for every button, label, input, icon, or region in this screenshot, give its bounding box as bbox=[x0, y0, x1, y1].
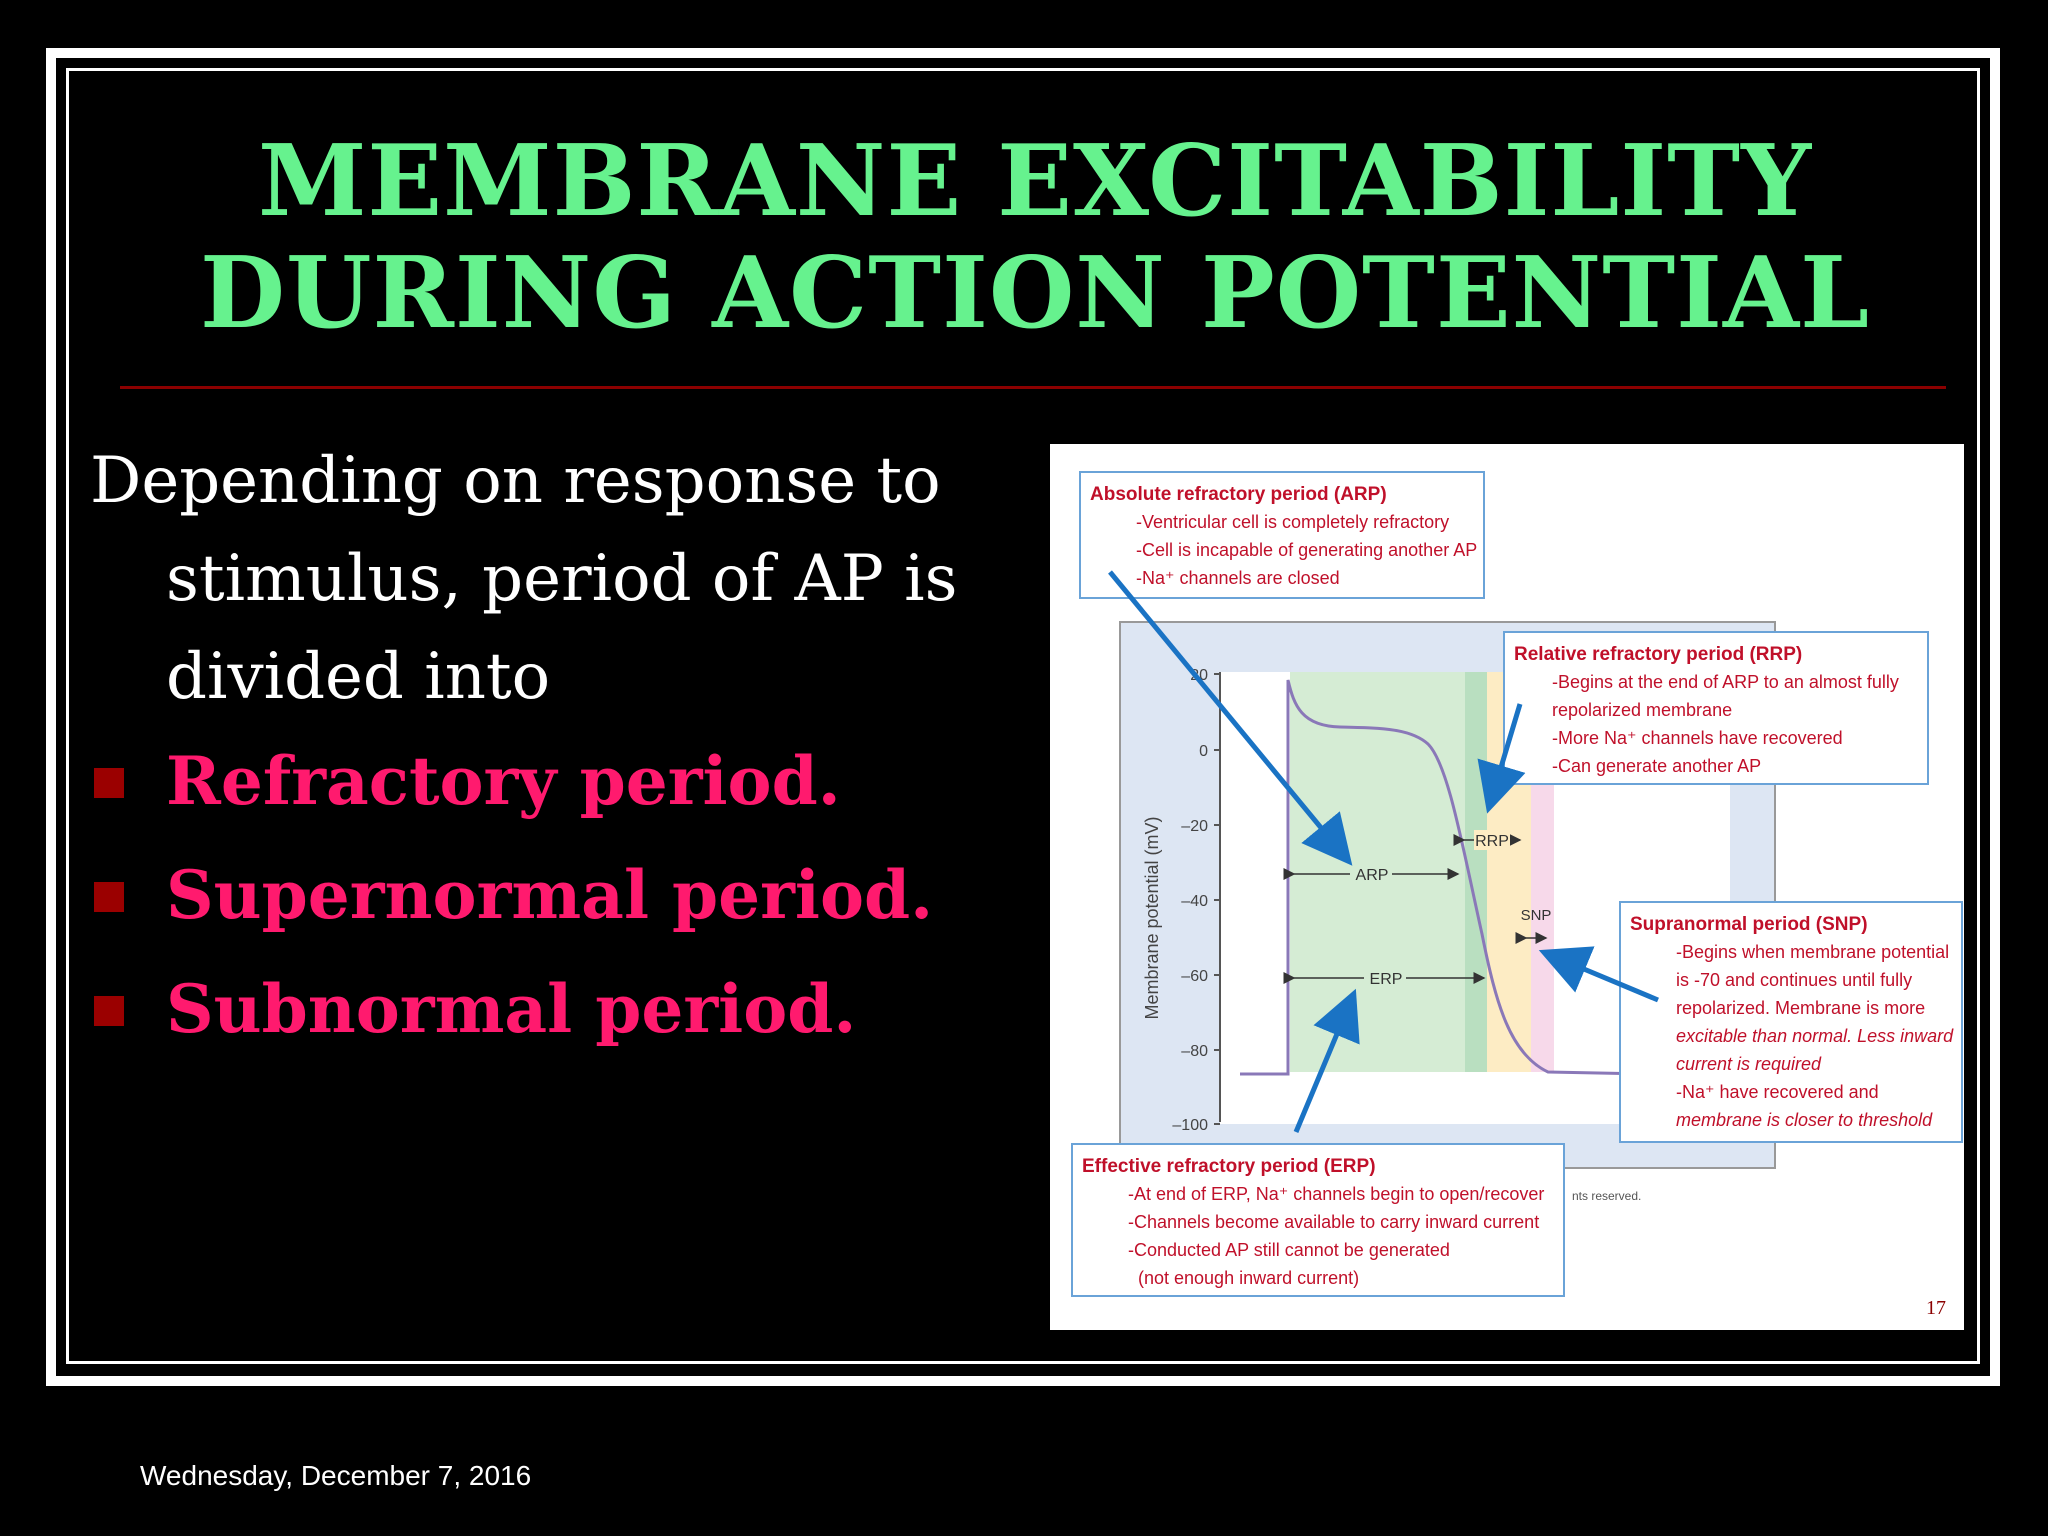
footer-date: Wednesday, December 7, 2016 bbox=[140, 1460, 532, 1491]
arp-label: ARP bbox=[1355, 867, 1389, 884]
y-tick-label: –40 bbox=[1181, 893, 1208, 910]
intro-text: Depending on response to stimulus, period of AP is divided into bbox=[90, 444, 958, 714]
arp-box-line: -Ventricular cell is completely refractory bbox=[1136, 512, 1450, 532]
y-tick-label: –20 bbox=[1181, 818, 1208, 835]
rrp-box-line: -More Na⁺ channels have recovered bbox=[1552, 728, 1843, 748]
rrp-box-title: Relative refractory period (RRP) bbox=[1514, 644, 1803, 665]
snp-box-line: membrane is closer to threshold bbox=[1676, 1110, 1933, 1130]
erp-box-title: Effective refractory period (ERP) bbox=[1082, 1156, 1376, 1177]
snp-box-line: excitable than normal. Less inward bbox=[1676, 1026, 1954, 1046]
erp-box-line: -Channels become available to carry inward current bbox=[1128, 1212, 1540, 1232]
y-tick-label: 20 bbox=[1190, 667, 1208, 684]
bullet-item bbox=[90, 842, 933, 956]
rrp-box-line: -Begins at the end of ARP to an almost fully bbox=[1552, 672, 1899, 692]
arp-box-title: Absolute refractory period (ARP) bbox=[1090, 484, 1387, 505]
snp-box-line: -Begins when membrane potential bbox=[1676, 942, 1950, 962]
snp-box-title: Supranormal period (SNP) bbox=[1630, 914, 1868, 935]
copyright-fragment: nts reserved. bbox=[1572, 1189, 1642, 1203]
slide-title-line-2: DURING ACTION POTENTIAL bbox=[200, 236, 1870, 351]
snp-box-line: repolarized. Membrane is more bbox=[1676, 998, 1926, 1018]
rrp-box-line: -Can generate another AP bbox=[1552, 756, 1762, 776]
erp-box-line: -At end of ERP, Na⁺ channels begin to open/recover bbox=[1128, 1184, 1545, 1204]
rrp-callout-box bbox=[1504, 632, 1928, 784]
bullet-item bbox=[90, 956, 933, 1070]
square-bullet-icon bbox=[94, 882, 124, 912]
y-tick-label: –80 bbox=[1181, 1043, 1208, 1060]
erp-box-line: -Conducted AP still cannot be generated bbox=[1128, 1240, 1450, 1260]
y-tick-label: 0 bbox=[1199, 743, 1208, 760]
y-tick-label: –60 bbox=[1181, 968, 1208, 985]
action-potential-figure bbox=[1050, 444, 1964, 1330]
arp-box-line: -Na⁺ channels are closed bbox=[1136, 568, 1340, 588]
snp-callout-box bbox=[1620, 902, 1962, 1142]
rrp-label: RRP bbox=[1475, 833, 1509, 850]
y-axis-label: Membrane potential (mV) bbox=[1142, 816, 1162, 1020]
snp-box-line: is -70 and continues until fully bbox=[1676, 970, 1913, 990]
arp-callout-box bbox=[1080, 472, 1484, 598]
title-divider bbox=[120, 386, 1946, 389]
y-tick-label: –100 bbox=[1172, 1117, 1208, 1134]
figure-page-number: 17 bbox=[1926, 1297, 1946, 1319]
snp-label: SNP bbox=[1520, 907, 1552, 924]
erp-callout-box bbox=[1072, 1144, 1564, 1296]
rrp-box-line: repolarized membrane bbox=[1552, 700, 1733, 720]
arp-box-line: -Cell is incapable of generating another AP bbox=[1136, 540, 1478, 560]
snp-box-line: -Na⁺ have recovered and bbox=[1676, 1082, 1879, 1102]
slide-title bbox=[120, 126, 1950, 350]
bullet-item bbox=[90, 728, 933, 842]
square-bullet-icon bbox=[94, 768, 124, 798]
bullet-text: Subnormal period. bbox=[166, 970, 857, 1048]
bullet-text: Refractory period. bbox=[166, 742, 841, 820]
bullet-list bbox=[90, 728, 933, 1070]
snp-box-line: current is required bbox=[1676, 1054, 1822, 1074]
bullet-text: Supernormal period. bbox=[166, 856, 934, 934]
slide-title-line-1: MEMBRANE EXCITABILITY bbox=[257, 124, 1813, 239]
square-bullet-icon bbox=[94, 996, 124, 1026]
erp-box-line: (not enough inward current) bbox=[1138, 1268, 1360, 1288]
erp-label: ERP bbox=[1369, 971, 1403, 988]
